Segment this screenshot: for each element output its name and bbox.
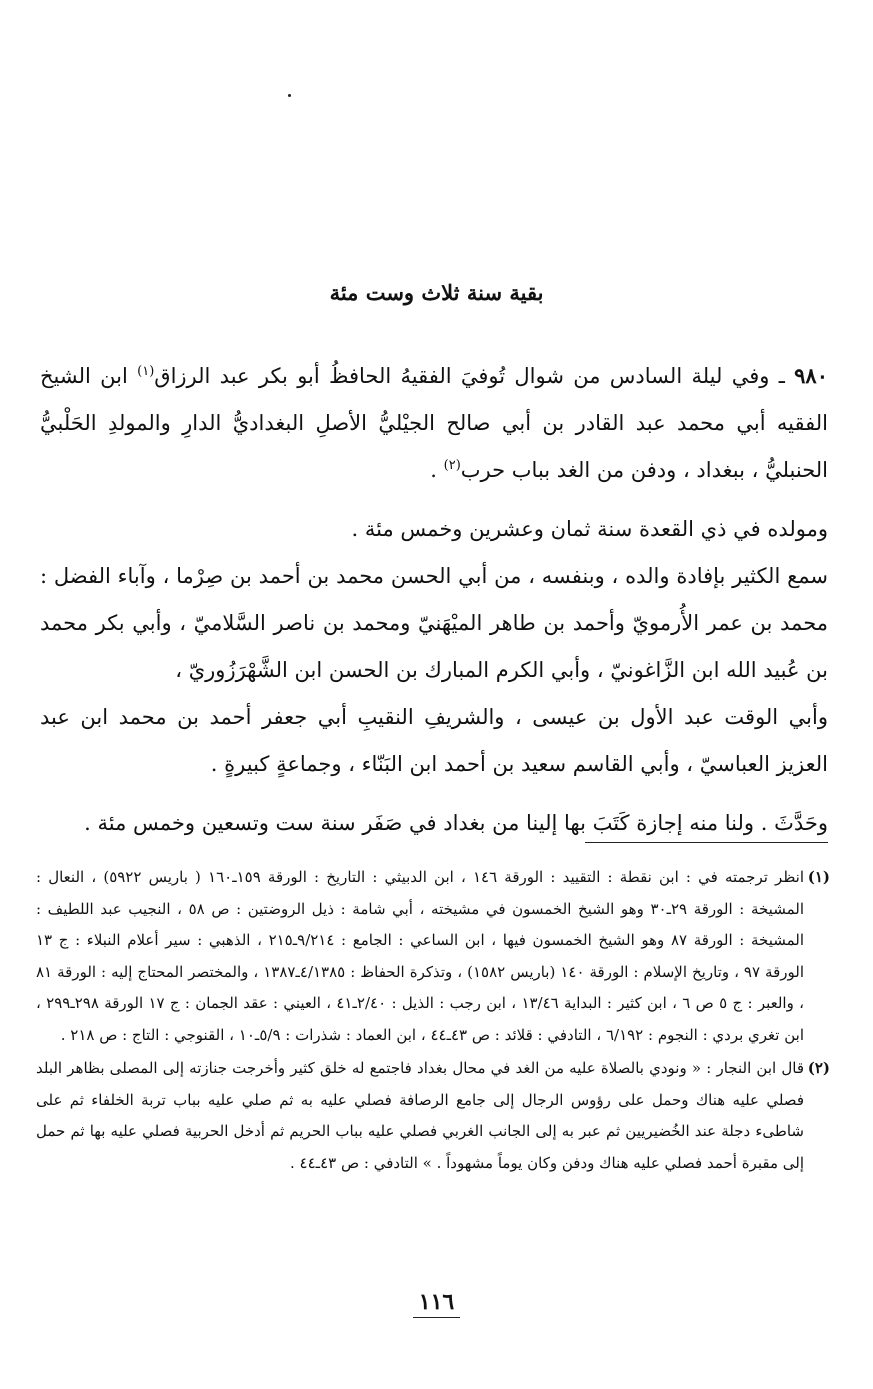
footnotes-section xyxy=(36,862,830,1179)
teachers-continued-paragraph: وأبي الوقت عبد الأول بن عيسى ، والشريفِ النقيبِ أبي جعفر أحمد بن محمد ابن عبد العزيز العباسيّ ، وأبي القاسم سعيد بن أحمد ابن البَنّاء ، وجماعةٍ كبيرةٍ . xyxy=(40,705,828,776)
section-heading: بقية سنة ثلاث وست مئة xyxy=(329,280,544,305)
footnote-1 xyxy=(36,862,830,1051)
birth-paragraph: ومولده في ذي القعدة سنة ثمان وعشرين وخمس مئة . xyxy=(351,517,828,541)
footnote-mark: (٢) xyxy=(807,1059,830,1077)
footnote-separator xyxy=(585,842,828,843)
footnote-text: انظر ترجمته في : ابن نقطة : التقييد : الورقة ١٤٦ ، ابن الدبيثي : التاريخ : الورقة ١٥٩ـ١٦٠ ( باريس ٥٩٢٢) ، النعال : المشيخة : الورقة ٢٩ـ٣٠ وهو الشيخ الخمسون في مشيخته ، أبي شامة : ذيل الروضتين : ص ٥٨ ، النجيب عبد اللطيف : المشيخة : الورقة ٨٧ وهو الشيخ الخمسون فيها ، ابن الساعي : الجامع : ٩/٢١٤ـ٢١٥ ، الذهبي : سير أعلام النبلاء : ج ١٣ الورقة ٩٧ ، وتاريخ الإسلام : الورقة ١٤٠ (باريس ١٥٨٢) ، وتذكرة الحفاظ : ٤/١٣٨٥ـ١٣٨٧ ، والمختصر المحتاج إليه : الورقة ٨١ ، والعبر : ج ٥ ص ٦ ، ابن كثير : البداية ١٣/٤٦ ، ابن رجب : الذيل : ٢/٤٠ـ٤١ ، العيني : عقد الجمان : ج ١٧ الورقة ٢٩٨ـ٢٩٩ ، ابن تغري بردي : النجوم : ٦/١٩٢ ، التادفي : قلائد : ص ٤٣ـ٤٤ ، ابن العماد : شذرات : ٥/٩ـ١٠ ، القنوجي : التاج : ص ٢١٨ . xyxy=(36,868,805,1044)
teachers-paragraph: سمع الكثير بإفادة والده ، وبنفسه ، من أبي الحسن محمد بن أحمد بن صِرْما ، وآباء الفضل : محمد بن عمر الأُرمويّ وأحمد بن طاهر الميْهَنيّ ومحمد بن ناصر السَّلاميّ ، وأبي بكر محمد بن عُبيد الله ابن الزَّاغونيّ ، وأبي الكرم المبارك بن الحسن ابن الشَّهْرَزُوريّ ، xyxy=(40,564,828,682)
main-text xyxy=(40,352,828,847)
page-number-value: ١١٦ xyxy=(413,1289,460,1318)
entry-text-part2: ابن الشيخ الفقيه أبي محمد عبد القادر بن أبي صالح الجيْليُّ الأصلِ البغداديُّ الدارِ والمولدِ الحَلْبيُّ الحنبليُّ ، ببغداد ، ودفن من الغد بباب حرب xyxy=(40,364,828,482)
footnote-ref-1: (١) xyxy=(137,364,155,379)
footnote-mark: (١) xyxy=(807,868,830,886)
ink-speck xyxy=(288,94,291,97)
footnote-ref-2: (٢) xyxy=(443,458,461,473)
narration-paragraph: وحَدَّثَ . ولنا منه إجازة كَتَبَ بها إلينا من بغداد في صَفَر سنة ست وتسعين وخمس مئة . xyxy=(84,811,828,835)
page-number xyxy=(0,1289,873,1318)
footnote-2 xyxy=(36,1053,830,1179)
footnote-text: قال ابن النجار : « ونودي بالصلاة عليه من الغد في محال بغداد فاجتمع له خلق كثير وأخرجت جنازته إلى المصلى بظاهر البلد فصلي عليه هناك وحمل على رؤوس الرجال إلى جامع الرصافة فصلي عليه به ثم صلي عليه بباب تربة الخلفاء ثم على شاطىء دجلة عند الخُضيريين ثم عبر به إلى الجانب الغربي فصلي عليه بباب الحريم ثم أدخل الحربية فصلي عليه بها ثم حمل إلى مقبرة أحمد فصلي عليه هناك ودفن وكان يوماً مشهوداً . » التادفي : ص ٤٣ـ٤٤ . xyxy=(36,1059,804,1172)
entry-number: ٩٨٠ xyxy=(794,363,828,388)
entry-paragraph xyxy=(40,352,828,494)
entry-text-part1: ـ وفي ليلة السادس من شوال تُوفيَ الفقيهُ الحافظُ أبو بكر عبد الرزاق xyxy=(154,364,795,388)
entry-text-end: . xyxy=(430,458,444,482)
